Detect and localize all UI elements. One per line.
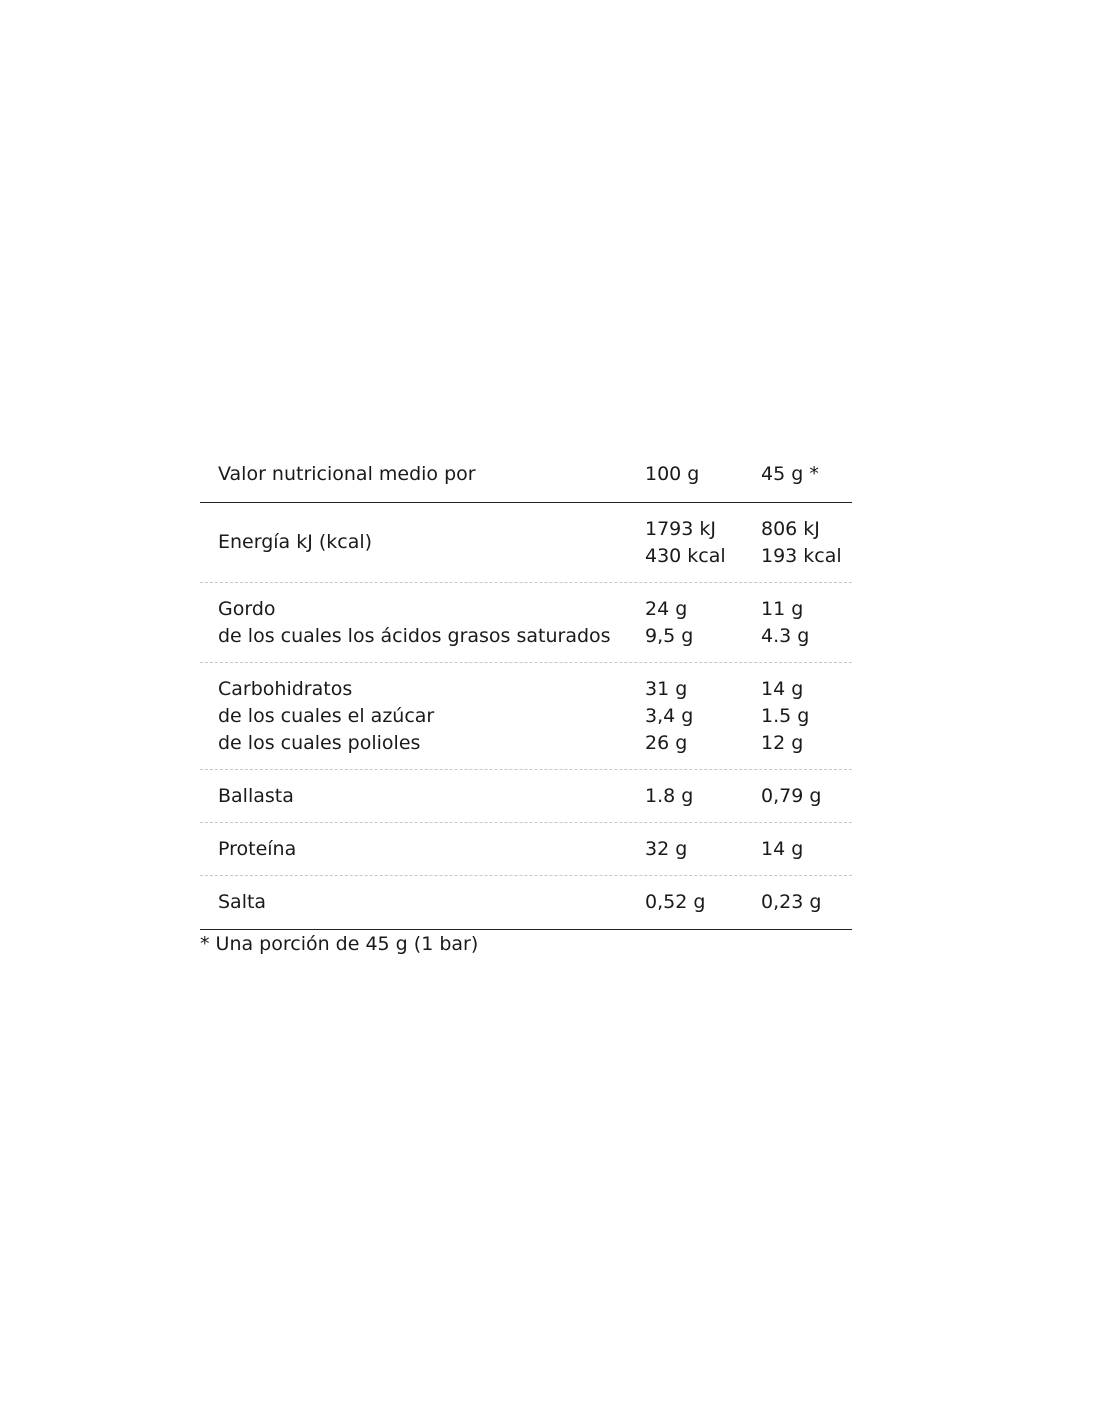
- polyols-100g: 26 g: [645, 731, 688, 754]
- row-energy: [200, 503, 852, 583]
- header-label: Valor nutricional medio por: [218, 462, 476, 485]
- row-carbohydrates: [200, 663, 852, 770]
- row-fiber: [200, 770, 852, 823]
- sugar-100g: 3,4 g: [645, 704, 694, 727]
- polyols-label: de los cuales polioles: [218, 731, 421, 754]
- energy-kcal-100g: 430 kcal: [645, 544, 726, 567]
- fiber-portion: 0,79 g: [761, 784, 822, 807]
- protein-100g: 32 g: [645, 837, 688, 860]
- salt-portion: 0,23 g: [761, 891, 822, 913]
- header-per-portion: 45 g *: [761, 462, 819, 485]
- energy-label: Energía kJ (kcal): [218, 531, 373, 553]
- carbohydrates-portion: 14 g: [761, 677, 804, 700]
- nutrition-table: [200, 446, 852, 956]
- saturated-fat-label: de los cuales los ácidos grasos saturados: [218, 624, 611, 647]
- carbohydrates-label: Carbohidratos: [218, 677, 353, 700]
- fat-100g: 24 g: [645, 597, 688, 620]
- row-salt: [200, 876, 852, 930]
- energy-kj-100g: 1793 kJ: [645, 517, 716, 540]
- protein-portion: 14 g: [761, 837, 804, 860]
- carbohydrates-100g: 31 g: [645, 677, 688, 700]
- fiber-label: Ballasta: [218, 784, 294, 807]
- saturated-fat-100g: 9,5 g: [645, 624, 694, 647]
- sugar-label: de los cuales el azúcar: [218, 704, 435, 727]
- table-header: [200, 446, 852, 503]
- fat-label: Gordo: [218, 597, 276, 620]
- salt-label: Salta: [218, 891, 267, 913]
- salt-100g: 0,52 g: [645, 891, 706, 913]
- row-fat: [200, 583, 852, 663]
- energy-kj-portion: 806 kJ: [761, 517, 820, 540]
- energy-kcal-portion: 193 kcal: [761, 544, 842, 567]
- saturated-fat-portion: 4.3 g: [761, 624, 810, 647]
- row-protein: [200, 823, 852, 876]
- polyols-portion: 12 g: [761, 731, 804, 754]
- header-per-100g: 100 g: [645, 462, 700, 485]
- sugar-portion: 1.5 g: [761, 704, 810, 727]
- fat-portion: 11 g: [761, 597, 804, 620]
- portion-footnote: * Una porción de 45 g (1 bar): [200, 933, 479, 955]
- protein-label: Proteína: [218, 837, 297, 860]
- fiber-100g: 1.8 g: [645, 784, 694, 807]
